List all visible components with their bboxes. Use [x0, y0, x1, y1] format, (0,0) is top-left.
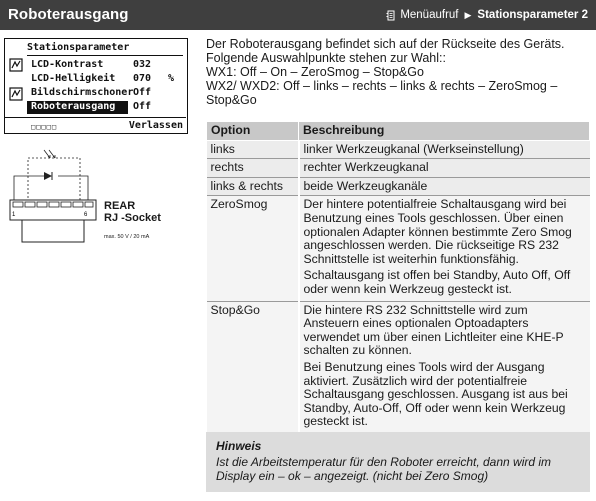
option-cell: links — [207, 140, 299, 159]
table-row — [207, 196, 590, 301]
lcd-row-label: LCD-Helligkeit — [31, 73, 116, 84]
option-cell: links & rechts — [207, 177, 299, 196]
breadcrumb-current: Stationsparameter 2 — [477, 9, 588, 21]
rj-socket-diagram — [4, 148, 100, 244]
socket-label-line1: REAR — [104, 200, 136, 212]
leave-button[interactable]: Verlassen — [128, 120, 183, 131]
lcd-title: Stationsparameter — [27, 42, 130, 53]
option-cell: rechts — [207, 159, 299, 178]
lcd-page-dots: □□□□□ — [31, 123, 58, 131]
lcd-bottom-divider — [5, 117, 186, 118]
pin-right-label: 6 — [84, 212, 88, 218]
page-title: Roboterausgang — [8, 6, 129, 23]
description-cell — [299, 196, 590, 301]
description-paragraph: Schaltausgang ist offen bei Standby, Auto Off, Off oder wenn kein Werkzeug gesteckt ist. — [303, 268, 571, 296]
column-header-option: Option — [207, 122, 299, 141]
socket-label-line2: RJ -Socket — [104, 212, 161, 224]
pin-left-label: 1 — [12, 212, 16, 218]
intro-line: Der Roboterausgang befindet sich auf der Rückseite des Geräts. — [206, 37, 565, 51]
option-cell: ZeroSmog — [207, 196, 299, 301]
lcd-row-robot-output-value-wrap — [27, 101, 185, 114]
breadcrumb-menu: Menüaufruf — [400, 9, 459, 21]
table-header-row — [207, 122, 590, 141]
lcd-row-value: Off — [133, 101, 152, 112]
lcd-row-value: 032 — [133, 59, 152, 70]
arrow-right-icon: ▶ — [464, 9, 472, 20]
breadcrumb — [386, 9, 588, 21]
header-bar — [0, 0, 596, 30]
column-header-description: Beschreibung — [299, 122, 590, 141]
description-paragraph: Der hintere potentialfreie Schaltausgang wird bei Benutzung eines Tools geschlossen. Über einen optionalen Adapter können bestimmte Zero Smog angeschlossen werden. Die rückseitige RS 232 Schnittstelle ist weiterhin funktionsfähig. — [303, 197, 572, 266]
light-arrows-icon — [44, 150, 55, 158]
table-row — [207, 301, 590, 433]
hint-title: Hinweis — [216, 439, 262, 453]
station-icon — [9, 58, 23, 72]
socket-pins — [13, 202, 93, 207]
table-row — [207, 140, 590, 159]
lcd-row-unit: % — [168, 73, 175, 84]
intro-line: Folgende Auswahlpunkte stehen zur Wahl:: — [206, 51, 446, 65]
lcd-row-label: LCD-Kontrast — [31, 59, 104, 70]
intro-line: WX1: Off – On – ZeroSmog – Stop&Go — [206, 65, 424, 79]
table-row — [207, 159, 590, 178]
option-cell: Stop&Go — [207, 301, 299, 433]
options-table — [206, 121, 590, 434]
lcd-row-screensaver[interactable] — [27, 87, 185, 100]
intro-text — [206, 37, 590, 107]
description-cell — [299, 301, 590, 433]
socket-label — [104, 200, 161, 224]
lcd-row-value: Off — [133, 87, 152, 98]
description-cell: linker Werkzeugkanal (Werkseinstellung) — [299, 140, 590, 159]
lcd-row-value: 070 — [133, 73, 152, 84]
description-cell: rechter Werkzeugkanal — [299, 159, 590, 178]
description-paragraph: Die hintere RS 232 Schnittstelle wird zum Ansteuern eines optionalen Optoadapters verwendet um über einen Lichtleiter eine KHE-P schalten zu können. — [303, 302, 564, 358]
lcd-row-label: Roboterausgang — [31, 101, 116, 112]
lcd-row-contrast[interactable] — [27, 59, 185, 72]
menu-icon — [386, 10, 396, 21]
lcd-divider — [27, 55, 183, 56]
hint-box — [206, 432, 590, 492]
table-row — [207, 177, 590, 196]
intro-line: WX2/ WXD2: Off – links – rechts – links & rechts – ZeroSmog – Stop&Go — [206, 79, 558, 107]
description-cell: beide Werkzeugkanäle — [299, 177, 590, 196]
lcd-row-brightness[interactable] — [27, 73, 185, 86]
lcd-row-label: Bildschirmschoner — [31, 87, 134, 98]
socket-spec: max. 50 V / 20 mA — [104, 234, 150, 240]
hint-text: Ist die Arbeitstemperatur für den Roboter erreicht, dann wird im Display ein – ok – angezeigt. (nicht bei Zero Smog) — [216, 455, 552, 483]
lcd-display — [4, 38, 188, 134]
description-paragraph: Bei Benutzung eines Tools wird der Ausgang aktiviert. Zusätzlich wird der potentialfreie Schaltausgang geschlossen. Ausgang ist aus bei Standby, Auto-Off, Off oder wenn kein Werkzeug gesteckt ist. — [303, 359, 568, 429]
station-icon-2 — [9, 87, 23, 101]
